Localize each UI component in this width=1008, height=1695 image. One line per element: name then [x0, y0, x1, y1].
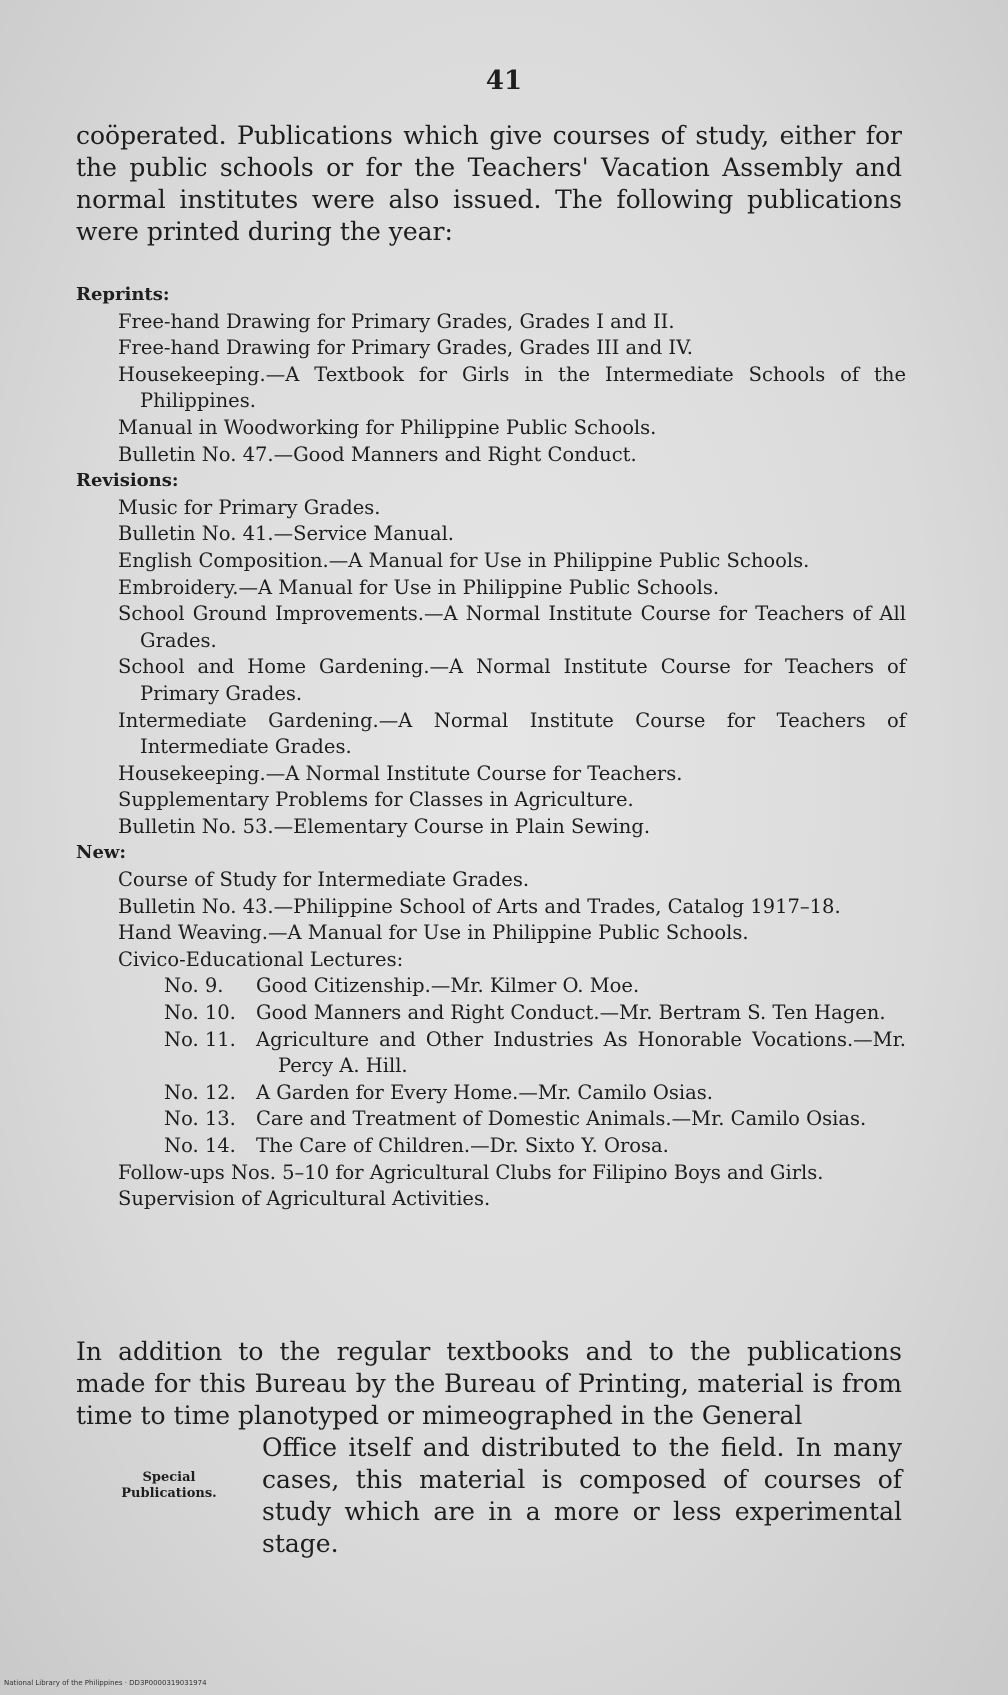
closing-wrap	[76, 1432, 902, 1560]
margin-note	[76, 1432, 262, 1560]
lecture-title: The Care of Children.—Dr. Sixto Y. Orosa.	[256, 1134, 669, 1157]
list-item: Civico-Educational Lectures:	[118, 947, 404, 971]
list-item: English Composition.—A Manual for Use in Philippine Public Schools.	[118, 548, 810, 572]
list-item: Bulletin No. 53.—Elementary Course in Plain Sewing.	[118, 814, 651, 838]
lecture-title: Good Citizenship.—Mr. Kilmer O. Moe.	[256, 974, 640, 998]
closing-lead-text: In addition to the regular textbooks and to the publications made for this Bureau by the Bureau of Printing, material is from time to time planotyped or mimeographed in the General	[76, 1337, 902, 1430]
lecture-title: Care and Treatment of Domestic Animals.—Mr. Camilo Osias.	[256, 1107, 867, 1131]
lecture-item	[164, 1080, 906, 1107]
lecture-number: No. 11.	[164, 1027, 236, 1051]
lecture-item	[164, 1106, 906, 1133]
list-item: Free-hand Drawing for Primary Grades, Grades I and II.	[118, 309, 675, 333]
list-item: School Ground Improvements.—A Normal Institute Course for Teachers of All Grades.	[118, 602, 906, 652]
list-item: Housekeeping.—A Textbook for Girls in the Intermediate Schools of the Philippines.	[118, 362, 906, 413]
lecture-item	[164, 1000, 906, 1027]
list-item: Free-hand Drawing for Primary Grades, Grades III and IV.	[118, 336, 693, 360]
list-item: Intermediate Gardening.—A Normal Institute Course for Teachers of Intermediate Grades.	[118, 708, 906, 759]
list-item: Music for Primary Grades.	[118, 495, 381, 519]
reprints-section	[76, 282, 906, 468]
closing-rest-text: Office itself and distributed to the field. In many cases, this material is composed of courses of study which are in a more or less experimental stage.	[262, 1433, 902, 1558]
lecture-number: No. 13.	[164, 1107, 236, 1131]
section-heading-reprints: Reprints:	[76, 284, 170, 305]
list-item: Supplementary Problems for Classes in Agriculture.	[118, 788, 634, 812]
lecture-number: No. 10.	[164, 1001, 236, 1025]
list-item: Bulletin No. 47.—Good Manners and Right Conduct.	[118, 442, 637, 466]
lecture-title: Good Manners and Right Conduct.—Mr. Bertram S. Ten Hagen.	[256, 1001, 886, 1025]
lecture-title: Agriculture and Other Industries As Honorable Vocations.—Mr. Percy A. Hill.	[256, 1027, 906, 1078]
section-heading-new: New:	[76, 842, 127, 864]
list-item: Supervision of Agricultural Activities.	[118, 1187, 491, 1211]
new-section	[76, 840, 906, 1212]
publication-lists	[76, 282, 906, 1213]
lecture-number: No. 9.	[164, 974, 224, 998]
section-heading-revisions: Revisions:	[76, 470, 179, 492]
page-number: 41	[485, 66, 523, 96]
closing-paragraph	[76, 1336, 902, 1560]
list-item: Bulletin No. 41.—Service Manual.	[118, 522, 455, 546]
lecture-item	[164, 1133, 906, 1160]
list-item: Follow-ups Nos. 5–10 for Agricultural Clubs for Filipino Boys and Girls.	[118, 1160, 824, 1184]
lecture-title: A Garden for Every Home.—Mr. Camilo Osias.	[256, 1080, 713, 1104]
lecture-item	[164, 1027, 906, 1080]
footer-identifier: National Library of the Philippines · DD3P0000319031974	[4, 1679, 207, 1687]
intro-paragraph: coöperated. Publications which give courses of study, either for the public schools or for the Teachers' Vacation Assembly and normal institutes were also issued. The following publications were printed during the year:	[76, 121, 902, 246]
lecture-number: No. 12.	[164, 1080, 236, 1104]
revisions-section	[76, 468, 906, 840]
list-item: Housekeeping.—A Normal Institute Course for Teachers.	[118, 761, 683, 785]
lecture-list	[76, 973, 906, 1159]
lecture-item	[164, 973, 906, 1000]
margin-note-line: Special	[142, 1470, 196, 1485]
list-item: Embroidery.—A Manual for Use in Philippine Public Schools.	[118, 575, 720, 599]
list-item: Manual in Woodworking for Philippine Public Schools.	[118, 415, 657, 439]
list-item: Course of Study for Intermediate Grades.	[118, 868, 530, 892]
list-item: School and Home Gardening.—A Normal Institute Course for Teachers of Primary Grades.	[118, 655, 906, 705]
list-item: Hand Weaving.—A Manual for Use in Philippine Public Schools.	[118, 921, 749, 945]
lecture-number: No. 14.	[164, 1134, 236, 1157]
margin-note-line: Publications.	[121, 1486, 217, 1501]
list-item: Bulletin No. 43.—Philippine School of Arts and Trades, Catalog 1917–18.	[118, 894, 841, 918]
